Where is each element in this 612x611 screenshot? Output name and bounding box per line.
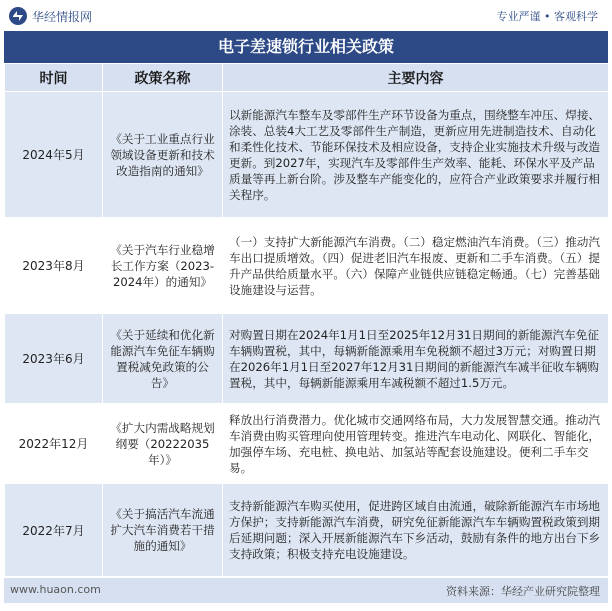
brand-name: 华经情报网 bbox=[32, 9, 93, 24]
table-row bbox=[5, 404, 609, 484]
column-header-time: 时间 bbox=[5, 64, 103, 92]
row-policy: 《关于搞活汽车流通扩大汽车消费若干措施的通知》 bbox=[103, 484, 223, 577]
footer-source: 资料来源：华经产业研究院整理 bbox=[446, 585, 600, 598]
row-time: 2023年6月 bbox=[5, 314, 103, 404]
brand bbox=[8, 6, 92, 26]
column-header-policy: 政策名称 bbox=[103, 64, 223, 92]
row-time: 2024年5月 bbox=[5, 92, 103, 218]
table-header-row bbox=[5, 64, 609, 92]
row-time: 2022年12月 bbox=[5, 404, 103, 484]
row-time: 2023年8月 bbox=[5, 218, 103, 314]
table-row bbox=[5, 92, 609, 218]
top-bar bbox=[0, 0, 612, 30]
row-content: 对购置日期在2024年1月1日至2025年12月31日期间的新能源汽车免征车辆购置税，其中，每辆新能源乘用车免税额不超过3万元；对购置日期在2026年1月1日至2027年12月31日期间的新能源汽车减半征收车辆购置税，其中，每辆新能源乘用车减税额不超过1.5万元。 bbox=[223, 314, 609, 404]
row-policy: 《关于汽车行业稳增长工作方案（2023-2024年）的通知》 bbox=[103, 218, 223, 314]
slogan: 专业严谨 • 客观科学 bbox=[496, 10, 598, 23]
footer-url: www.huaon.com bbox=[10, 583, 101, 596]
page-title: 电子差速锁行业相关政策 bbox=[4, 31, 608, 63]
row-content: 支持新能源汽车购买使用，促进跨区域自由流通，破除新能源汽车市场地方保护；支持新能源汽车消费，研究免征新能源汽车车辆购置税政策到期后延期问题；深入开展新能源汽车下乡活动，鼓励有条件的地方出台下乡支持政策；积极支持充电设施建设。 bbox=[223, 484, 609, 577]
row-time: 2022年7月 bbox=[5, 484, 103, 577]
table-row bbox=[5, 484, 609, 577]
row-content: （一）支持扩大新能源汽车消费。（二）稳定燃油汽车消费。（三）推动汽车出口提质增效。（四）促进老旧汽车报废、更新和二手车消费。（五）提升产品供给质量水平。（六）保障产业链供应链稳定畅通。（七）完善基础设施建设与运营。 bbox=[223, 218, 609, 314]
row-policy: 《扩大内需战略规划纲要（20222035年）》 bbox=[103, 404, 223, 484]
table-row bbox=[5, 218, 609, 314]
column-header-content: 主要内容 bbox=[223, 64, 609, 92]
huajing-logo-icon bbox=[8, 6, 28, 26]
table-row bbox=[5, 314, 609, 404]
row-policy: 《关于工业重点行业领域设备更新和技术改造指南的通知》 bbox=[103, 92, 223, 218]
policy-table bbox=[4, 63, 609, 577]
row-content: 释放出行消费潜力。优化城市交通网络布局，大力发展智慧交通。推动汽车消费由购买管理向使用管理转变。推进汽车电动化、网联化、智能化，加强停车场、充电桩、换电站、加氢站等配套设施建设。便利二手车交易。 bbox=[223, 404, 609, 484]
row-policy: 《关于延续和优化新能源汽车免征车辆购置税减免政策的公告》 bbox=[103, 314, 223, 404]
footer bbox=[4, 578, 608, 603]
row-content: 以新能源汽车整车及零部件生产环节设备为重点，围绕整车冲压、焊接、涂装、总装4大工艺及零部件生产制造，更新应用先进制造技术、自动化和柔性化技术、节能环保技术及相应设备，支持企业实施技术升级与改造更新。到2027年，实现汽车及零部件生产效率、能耗、环保水平及产品质量等再上新台阶。涉及整车产能变化的，应符合产业政策要求并履行相关程序。 bbox=[223, 92, 609, 218]
